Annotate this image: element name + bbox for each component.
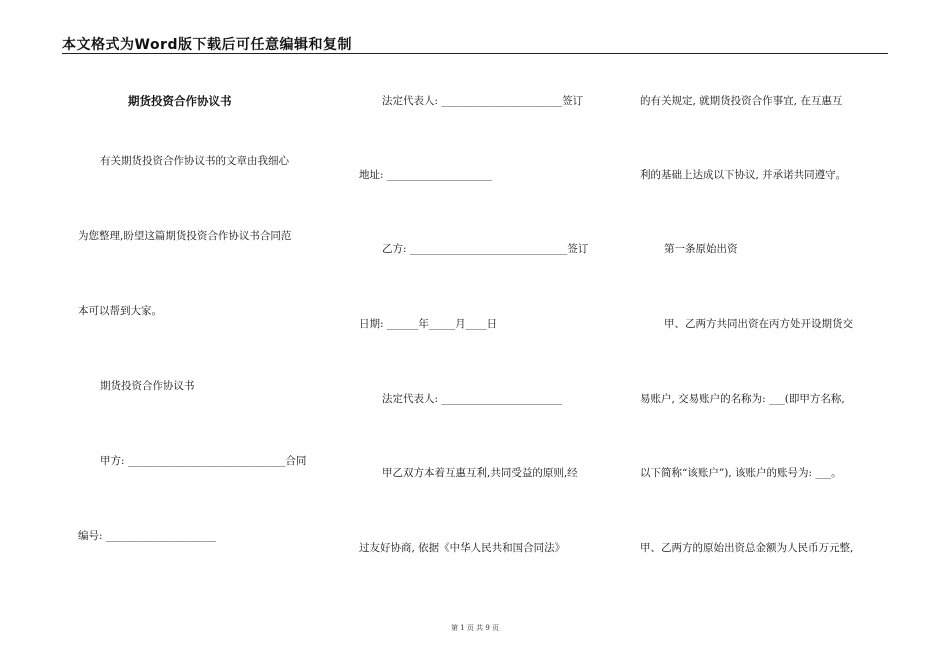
document-header: 本文格式为Word版下载后可任意编辑和复制 bbox=[62, 37, 352, 53]
party-b-line: 乙方: ______________________________签订 bbox=[382, 243, 589, 255]
article-heading: 第一条原始出资 bbox=[664, 243, 738, 255]
section-heading: 期货投资合作协议书 bbox=[100, 380, 195, 392]
legal-rep-line: 法定代表人: _______________________签订 bbox=[382, 95, 584, 107]
party-a-line: 甲方: ______________________________合同 bbox=[100, 455, 307, 467]
date-line: 日期: ______年_____月____日 bbox=[359, 318, 498, 330]
contract-number-line: 编号: _____________________ bbox=[78, 530, 217, 542]
body-line: 甲、乙两方共同出资在丙方处开设期货交 bbox=[664, 318, 853, 330]
body-line: 利的基础上达成以下协议, 并承诺共同遵守。 bbox=[640, 169, 847, 181]
body-line: 以下简称“该账户”), 该账户的账号为: ___。 bbox=[640, 467, 842, 479]
body-line: 易账户, 交易账户的名称为: ___(即甲方名称, bbox=[640, 393, 845, 405]
body-line: 的有关规定, 就期货投资合作事宜, 在互惠互 bbox=[640, 95, 843, 107]
body-line: 甲乙双方本着互惠互利,共同受益的原则,经 bbox=[382, 467, 578, 479]
page-number: 第 1 页 共 9 页 bbox=[450, 624, 500, 632]
body-line: 有关期货投资合作协议书的文章由我细心 bbox=[100, 155, 289, 167]
body-line: 本可以帮到大家。 bbox=[78, 305, 162, 317]
body-line: 甲、乙两方的原始出资总金额为人民币万元整, bbox=[640, 542, 854, 554]
header-divider bbox=[62, 53, 888, 54]
doc-title: 期货投资合作协议书 bbox=[128, 94, 232, 108]
body-line: 为您整理,盼望这篇期货投资合作协议书合同范 bbox=[78, 230, 292, 242]
address-line: 地址: ____________________ bbox=[359, 169, 492, 181]
legal-rep-line-2: 法定代表人: _______________________ bbox=[382, 393, 563, 405]
body-line: 过友好协商, 依据《中华人民共和国合同法》 bbox=[359, 542, 566, 554]
